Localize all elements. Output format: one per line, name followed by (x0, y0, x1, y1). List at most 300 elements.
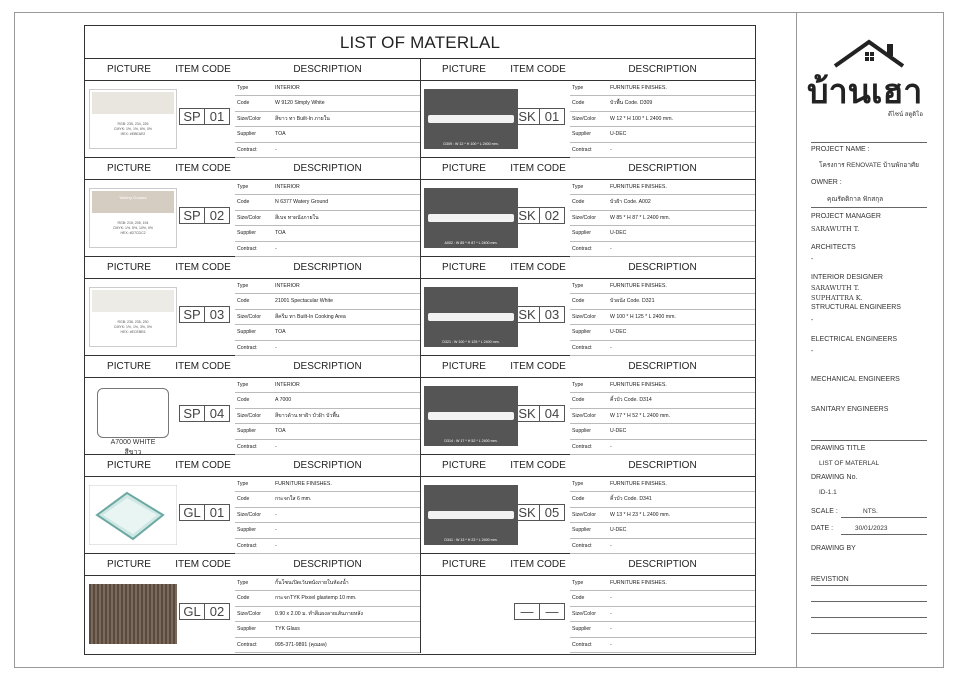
description-row (235, 591, 420, 606)
electrical: - (811, 348, 814, 355)
item-code-prefix: SK (514, 207, 540, 224)
description-row (235, 539, 420, 554)
material-item (420, 279, 755, 356)
interior-designer-1: SARAWUTH T. (811, 284, 860, 292)
description-header: DESCRIPTION (628, 262, 697, 273)
molding-image (424, 485, 518, 545)
item-code (514, 603, 565, 620)
row-value: W 17 * H 52 * L 2400 mm. (610, 412, 671, 419)
row-key: Code (572, 100, 585, 107)
row-value: บัวฝ้า Code. A002 (610, 199, 651, 206)
description-row (235, 424, 420, 439)
item-code-number: 02 (540, 207, 565, 224)
description-row (235, 492, 420, 507)
item-code (514, 108, 565, 125)
row-key: Type (572, 283, 584, 289)
row-value: - (275, 146, 277, 153)
row-key: Supplier (237, 626, 257, 633)
item-code-number: 02 (205, 603, 230, 620)
row-key: Code (237, 298, 250, 305)
row-key: Type (572, 580, 584, 586)
description-row (235, 294, 420, 309)
row-value: - (610, 146, 612, 153)
sanitary-label: SANITARY ENGINEERS (811, 406, 889, 413)
item-code (179, 108, 230, 125)
row-value: A 7000 (275, 397, 292, 404)
item-code-header: ITEM CODE (510, 163, 566, 174)
row-value: TOA (275, 230, 286, 237)
row-value: กระจกTYK Pixxel glastemp 10 mm. (275, 595, 357, 602)
row-key: Supplier (237, 230, 257, 237)
item-code-header: ITEM CODE (175, 361, 231, 372)
item-code-prefix: SP (179, 207, 205, 224)
item-code-header: ITEM CODE (510, 361, 566, 372)
description-row (570, 112, 755, 127)
row-value: - (610, 626, 612, 633)
description-row (235, 523, 420, 538)
material-section (85, 257, 755, 356)
picture-header: PICTURE (107, 64, 151, 75)
row-value: FURNITURE FINISHES. (610, 481, 667, 487)
description-row (235, 378, 420, 393)
company-logo (807, 36, 927, 116)
description-row (570, 325, 755, 340)
molding-image (424, 188, 518, 248)
item-code-header: ITEM CODE (175, 64, 231, 75)
swatch-thai: สีขาว (124, 449, 142, 456)
description-header: DESCRIPTION (293, 163, 362, 174)
row-value: บัวพื้น Code. D309 (610, 100, 653, 107)
paint-swatch (89, 188, 177, 248)
swatch-info: RGB: 215, 205, 194 (117, 221, 149, 225)
item-code (179, 603, 230, 620)
molding-image (424, 89, 518, 149)
drawing-by-label: DRAWING BY (811, 545, 856, 552)
row-key: Contract (572, 443, 592, 450)
description-row (570, 143, 755, 158)
description-row (570, 127, 755, 142)
row-value: กระจกใส 6 mm. (275, 496, 312, 503)
row-key: Contract (572, 344, 592, 351)
item-code-number: 01 (540, 108, 565, 125)
row-key: Code (572, 298, 585, 305)
fluted-glass-image (89, 584, 177, 644)
logo-subtitle: ดีไซน์ สตูดิโอ (887, 112, 923, 118)
description-row (235, 226, 420, 241)
row-key: Code (237, 595, 250, 602)
row-value: U-DEC (610, 527, 627, 534)
description-row (235, 279, 420, 294)
title-block (796, 12, 944, 668)
row-key: Supplier (572, 230, 592, 237)
row-key: Type (237, 283, 249, 289)
row-value: TOA (275, 329, 286, 336)
description-header: DESCRIPTION (293, 262, 362, 273)
row-key: Type (237, 85, 249, 91)
item-code-prefix: GL (179, 603, 205, 620)
material-section (85, 554, 755, 653)
material-item (85, 279, 420, 356)
row-key: Supplier (572, 527, 592, 534)
description-table (570, 477, 755, 554)
description-row (570, 477, 755, 492)
description-table (235, 576, 420, 653)
item-code (514, 207, 565, 224)
description-row (235, 607, 420, 622)
item-code-prefix: SK (514, 504, 540, 521)
row-value: FURNITURE FINISHES. (610, 580, 667, 586)
revision-label: REVISTION (811, 576, 849, 583)
description-row (235, 638, 420, 653)
item-code-header: ITEM CODE (510, 559, 566, 570)
description-row (570, 576, 755, 591)
material-item (420, 180, 755, 257)
structural: - (811, 317, 814, 324)
item-code-prefix: SP (179, 108, 205, 125)
mechanical-label: MECHANICAL ENGINEERS (811, 376, 900, 383)
item-code (514, 405, 565, 422)
description-row (235, 310, 420, 325)
row-key: Type (572, 481, 584, 487)
description-row (570, 341, 755, 356)
row-value: บัวผนัง Code. D321 (610, 298, 655, 305)
divider (811, 207, 927, 208)
row-value: W 9120 Simply White (275, 100, 325, 107)
row-key: Code (572, 595, 585, 602)
description-row (570, 492, 755, 507)
row-value: U-DEC (610, 428, 627, 435)
description-row (570, 211, 755, 226)
description-row (570, 409, 755, 424)
row-key: Supplier (572, 428, 592, 435)
description-table (235, 81, 420, 158)
project-manager: SARAWUTH T. (811, 225, 860, 233)
description-row (235, 440, 420, 455)
drawing-no: ID-1.1 (819, 489, 837, 496)
row-value: - (275, 245, 277, 252)
row-value: TOA (275, 131, 286, 138)
scale: NTS. (863, 508, 878, 515)
row-key: Supplier (572, 329, 592, 336)
divider (811, 440, 927, 441)
row-value: FURNITURE FINISHES. (610, 382, 667, 388)
row-key: Contract (237, 344, 257, 351)
clear-glass-image (89, 485, 177, 545)
row-key: Type (572, 85, 584, 91)
swatch-info: CMYK: 1%, 1%, 3%, 0% (113, 325, 153, 329)
description-row (570, 81, 755, 96)
item-code-header: ITEM CODE (510, 460, 566, 471)
row-key: Supplier (237, 527, 257, 534)
row-key: Size/Color (572, 610, 596, 617)
material-item (85, 378, 420, 455)
item-code-number: 04 (205, 405, 230, 422)
description-row (570, 195, 755, 210)
description-row (235, 409, 420, 424)
row-value: W 85 * H 87 * L 2400 mm. (610, 214, 671, 221)
row-key: Type (237, 382, 249, 388)
description-row (570, 279, 755, 294)
row-key: Code (572, 199, 585, 206)
row-value: INTERIOR (275, 85, 300, 91)
item-code-number: 05 (540, 504, 565, 521)
description-row (570, 622, 755, 637)
row-value: - (275, 527, 277, 534)
description-header: DESCRIPTION (293, 460, 362, 471)
item-code-header: ITEM CODE (175, 559, 231, 570)
row-value: W 100 * H 125 * L 2400 mm. (610, 313, 676, 320)
row-key: Code (237, 199, 250, 206)
item-code-prefix: SP (179, 405, 205, 422)
material-item (420, 81, 755, 158)
molding-caption: A002 : W 85 * H 87 * L 2400 mm. (444, 241, 498, 245)
description-table (570, 81, 755, 158)
row-value: สีครีม ทา Built-In Cooking Area (275, 313, 346, 320)
description-row (570, 226, 755, 241)
item-code-prefix: SK (514, 405, 540, 422)
description-row (570, 393, 755, 408)
row-value: คิ้วบัว Code. D314 (610, 397, 652, 404)
drawing-title-label: DRAWING TITLE (811, 445, 866, 452)
swatch-info: HEX: #D7CDC2 (120, 231, 146, 235)
row-value: FURNITURE FINISHES. (275, 481, 332, 487)
description-header: DESCRIPTION (293, 361, 362, 372)
description-row (235, 341, 420, 356)
description-table (235, 279, 420, 356)
item-code-number: 02 (205, 207, 230, 224)
row-value: TOA (275, 428, 286, 435)
row-key: Size/Color (237, 610, 261, 617)
row-key: Supplier (572, 131, 592, 138)
owner: คุณรัตติกาล ฟักสกุล (827, 196, 884, 203)
electrical-label: ELECTRICAL ENGINEERS (811, 336, 898, 343)
row-value: U-DEC (610, 329, 627, 336)
row-value: สีขาวด้าน ทาฝ้า บัวฝ้า บัวพื้น (275, 412, 340, 419)
row-key: Code (237, 496, 250, 503)
row-key: Contract (572, 146, 592, 153)
description-row (570, 591, 755, 606)
description-row (570, 607, 755, 622)
row-key: Contract (572, 641, 592, 648)
row-value: INTERIOR (275, 382, 300, 388)
molding-caption: D321 : W 100 * H 125 * L 2400 mm. (442, 340, 500, 344)
picture-header: PICTURE (107, 262, 151, 273)
item-code-header: ITEM CODE (175, 262, 231, 273)
item-code-number: 03 (540, 306, 565, 323)
row-key: Contract (237, 245, 257, 252)
item-code-header: ITEM CODE (175, 460, 231, 471)
row-value: - (610, 542, 612, 549)
molding-caption: D309 : W 12 * H 100 * L 2400 mm. (443, 142, 499, 146)
row-value: FURNITURE FINISHES. (610, 85, 667, 91)
row-key: Type (237, 481, 249, 487)
picture-header: PICTURE (442, 460, 486, 471)
swatch-name: A7000 WHITE (110, 439, 156, 446)
description-row (570, 440, 755, 455)
description-row (235, 393, 420, 408)
description-row (235, 96, 420, 111)
paint-swatch (89, 287, 177, 347)
row-value: U-DEC (610, 230, 627, 237)
row-value: - (610, 641, 612, 648)
picture-header: PICTURE (107, 559, 151, 570)
description-header: DESCRIPTION (628, 559, 697, 570)
item-code-header: ITEM CODE (510, 262, 566, 273)
architects: - (811, 256, 814, 263)
swatch-info: RGB: 235, 234, 226 (117, 122, 149, 126)
row-value: 095-371-9891 (คุณผล) (275, 641, 327, 648)
row-key: Code (572, 496, 585, 503)
row-value: FURNITURE FINISHES. (610, 283, 667, 289)
description-row (570, 310, 755, 325)
material-item (85, 180, 420, 257)
picture-header: PICTURE (107, 460, 151, 471)
description-row (570, 242, 755, 257)
description-table (235, 378, 420, 455)
item-code-prefix: SK (514, 306, 540, 323)
description-row (570, 523, 755, 538)
picture-header: PICTURE (442, 64, 486, 75)
row-key: Size/Color (237, 511, 261, 518)
item-code (179, 504, 230, 521)
drawing-no-label: DRAWING No. (811, 474, 858, 481)
row-key: Code (237, 100, 250, 107)
row-key: Size/Color (237, 412, 261, 419)
description-row (570, 424, 755, 439)
picture-header: PICTURE (442, 262, 486, 273)
picture-header: PICTURE (442, 559, 486, 570)
row-key: Contract (237, 443, 257, 450)
description-row (235, 211, 420, 226)
row-key: Size/Color (572, 214, 596, 221)
description-table (235, 180, 420, 257)
project-name-label: PROJECT NAME : (811, 146, 870, 153)
row-key: Supplier (572, 626, 592, 633)
row-key: Supplier (237, 329, 257, 336)
row-key: Contract (237, 146, 257, 153)
interior-designer-label: INTERIOR DESIGNER (811, 274, 883, 281)
molding-caption: D341 : W 13 * H 23 * L 2400 mm. (444, 538, 498, 542)
description-table (570, 378, 755, 455)
revision-line (811, 585, 927, 586)
item-code-number: 01 (205, 504, 230, 521)
row-key: Type (572, 184, 584, 190)
description-row (235, 195, 420, 210)
row-value: - (275, 511, 277, 518)
description-row (235, 325, 420, 340)
row-key: Type (237, 580, 249, 586)
molding-caption: D314 : W 17 * H 52 * L 2400 mm. (444, 439, 498, 443)
picture-header: PICTURE (107, 361, 151, 372)
description-header: DESCRIPTION (628, 460, 697, 471)
row-value: - (275, 443, 277, 450)
row-value: FURNITURE FINISHES. (610, 184, 667, 190)
description-row (235, 477, 420, 492)
swatch-info: HEX: #EBEAE2 (120, 132, 146, 136)
swatch-info: HEX: #ECEBE6 (120, 330, 146, 334)
description-row (235, 180, 420, 195)
description-table (235, 477, 420, 554)
item-code-prefix: SP (179, 306, 205, 323)
row-key: Supplier (237, 428, 257, 435)
row-value: INTERIOR (275, 283, 300, 289)
row-key: Size/Color (572, 313, 596, 320)
logo-text: บ้านเฮา (807, 72, 923, 112)
row-key: Size/Color (572, 412, 596, 419)
revision-line (811, 633, 927, 634)
item-code-prefix: — (514, 603, 540, 620)
material-section (85, 356, 755, 455)
row-value: สีขาว ทา Built-In ภายใน (275, 115, 330, 122)
description-table (570, 180, 755, 257)
picture-header: PICTURE (442, 361, 486, 372)
material-section (85, 158, 755, 257)
row-value: สีเบจ ทาผนังภายใน (275, 214, 319, 221)
description-row (570, 638, 755, 653)
description-row (235, 576, 420, 591)
description-row (235, 143, 420, 158)
item-code (179, 306, 230, 323)
row-key: Contract (572, 542, 592, 549)
row-key: Size/Color (572, 511, 596, 518)
scale-label: SCALE : (811, 508, 838, 515)
item-code-number: 04 (540, 405, 565, 422)
row-key: Contract (237, 641, 257, 648)
row-value: คิ้วบัว Code. D341 (610, 496, 652, 503)
row-value: W 13 * H 23 * L 2400 mm. (610, 511, 671, 518)
description-header: DESCRIPTION (628, 361, 697, 372)
paint-swatch (89, 386, 177, 456)
row-value: TYK Glass (275, 626, 300, 633)
divider (841, 534, 927, 535)
row-value: - (610, 344, 612, 351)
description-header: DESCRIPTION (628, 64, 697, 75)
row-value: W 12 * H 100 * L 2400 mm. (610, 115, 673, 122)
item-code (179, 405, 230, 422)
description-row (570, 508, 755, 523)
row-key: Size/Color (572, 115, 596, 122)
row-value: U-DEC (610, 131, 627, 138)
description-row (235, 622, 420, 637)
material-item (420, 378, 755, 455)
interior-designer-2: SUPHATTRA K. (811, 294, 863, 302)
description-table (570, 279, 755, 356)
item-code-prefix: SK (514, 108, 540, 125)
picture-header: PICTURE (442, 163, 486, 174)
molding-image (424, 386, 518, 446)
project-name: โครงการ RENOVATE บ้านพักอาศัย (819, 162, 919, 169)
row-value: - (610, 610, 612, 617)
description-row (235, 81, 420, 96)
item-code (179, 207, 230, 224)
row-value: - (610, 443, 612, 450)
divider (841, 517, 927, 518)
description-row (570, 378, 755, 393)
description-row (570, 294, 755, 309)
row-value: 21001 Spectacular White (275, 298, 333, 305)
structural-label: STRUCTURAL ENGINEERS (811, 304, 901, 311)
paint-swatch (89, 89, 177, 149)
row-key: Size/Color (237, 214, 261, 221)
material-table (84, 25, 756, 655)
revision-line (811, 601, 927, 602)
row-value: กั้นโซนเปิดเว้นพนังภายในห้องน้ำ (275, 580, 349, 586)
item-code (514, 306, 565, 323)
description-row (235, 508, 420, 523)
molding-image (424, 287, 518, 347)
description-row (235, 242, 420, 257)
row-value: 0.90 x 2.00 ม. ทำสีแผงลายเส้นภายหลัง (275, 610, 363, 617)
